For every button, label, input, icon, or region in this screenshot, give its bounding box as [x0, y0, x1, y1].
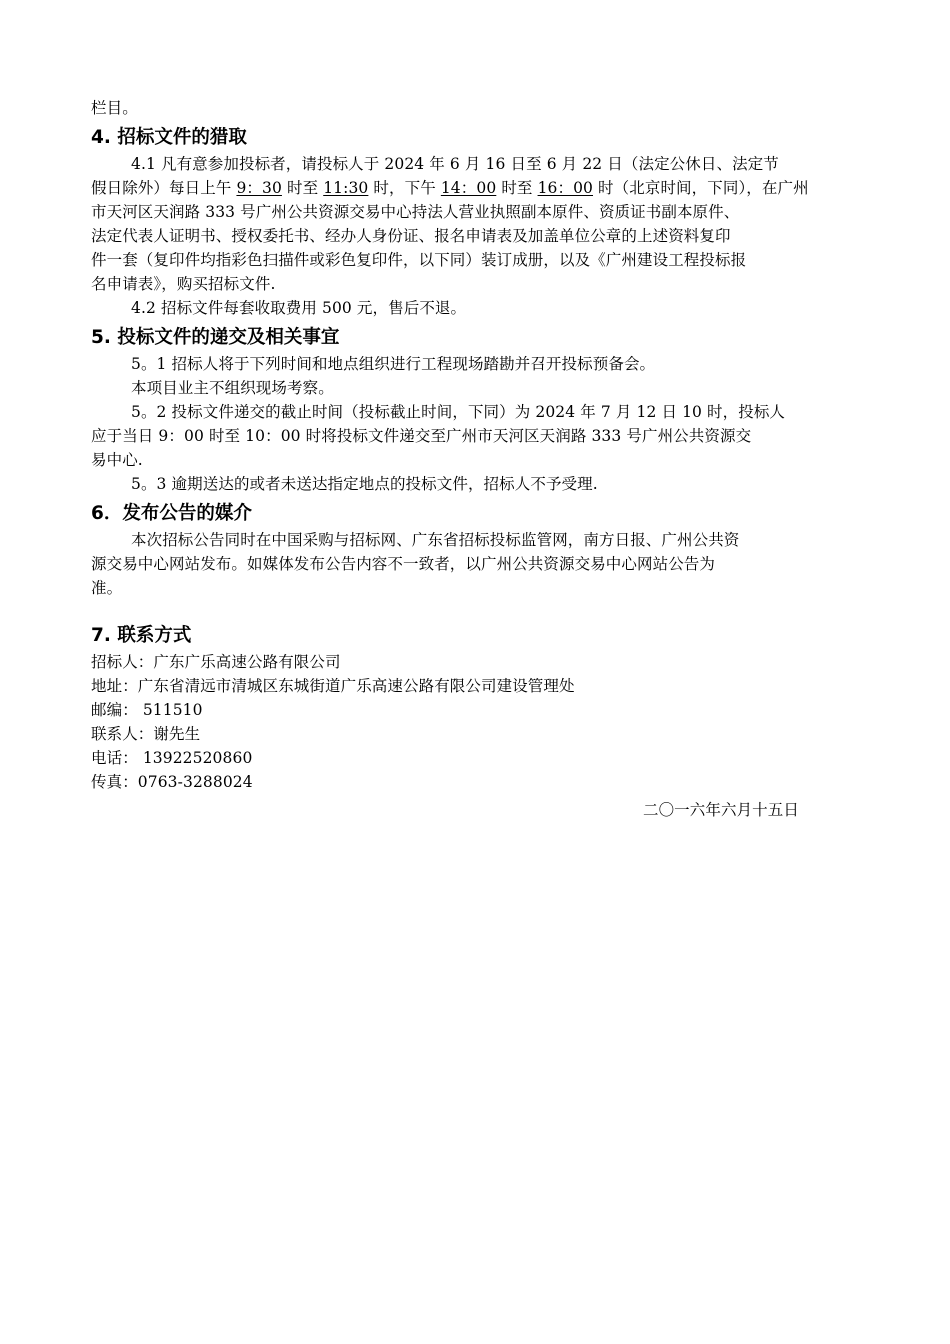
section-6-line-1: 本次招标公告同时在中国采购与招标网、广东省招标投标监管网，南方日报、广州公共资: [131, 531, 740, 549]
contact-postcode: 邮编： 511510: [91, 701, 203, 719]
section-5-p2-line-3: 易中心.: [91, 451, 143, 469]
section-6-line-2: 源交易中心网站发布。如媒体发布公告内容不一致者，以广州公共资源交易中心网站公告为: [91, 555, 716, 573]
section-5-paragraph-1: 5。1 招标人将于下列时间和地点组织进行工程现场踏勘并召开投标预备会。: [131, 355, 656, 373]
section-7-heading: 7. 联系方式: [91, 625, 192, 646]
section-4-paragraph-1: [91, 152, 861, 296]
section-6-heading: 6．发布公告的媒介: [91, 503, 252, 524]
contact-tenderer: 招标人：广东广乐高速公路有限公司: [91, 653, 341, 671]
section-4-p1-line-2: [91, 176, 861, 200]
underlined-time: 9：30: [236, 179, 282, 197]
section-4-paragraph-2: 4.2 招标文件每套收取费用 500 元，售后不退。: [131, 299, 467, 317]
section-6-paragraph: [91, 528, 861, 600]
underlined-time: 11:30: [323, 179, 369, 197]
section-4-p1-line-5: 件一套（复印件均指彩色扫描件或彩色复印件，以下同）装订成册，以及《广州建设工程投标报: [91, 251, 747, 269]
section-4-p1-line-6: 名申请表》，购买招标文件.: [91, 275, 276, 293]
underlined-time: 14：00: [440, 179, 497, 197]
section-spacer: [91, 600, 861, 618]
section-5-paragraph-3: 5。3 逾期送达的或者未送达指定地点的投标文件，招标人不予受理.: [131, 475, 598, 493]
text-span: 假日除外）每日上午: [91, 179, 237, 197]
underlined-time: 16：00: [537, 179, 594, 197]
text-span: 时，下午: [368, 179, 441, 197]
section-4-p1-line-1: 4.1 凡有意参加投标者，请投标人于 2024 年 6 月 16 日至 6 月 22 日（法定公休日、法定节: [131, 155, 779, 173]
section-5-paragraph-1b: 本项目业主不组织现场考察。: [131, 379, 334, 397]
contact-fax: 传真：0763-3288024: [91, 773, 253, 791]
intro-tail-text: 栏目。: [91, 99, 138, 117]
section-4-heading: 4. 招标文件的猎取: [91, 127, 247, 148]
section-4-p1-line-4: 法定代表人证明书、授权委托书、经办人身份证、报名申请表及加盖单位公章的上述资料复印: [91, 227, 731, 245]
section-5-p2-line-1: 5。2 投标文件递交的截止时间（投标截止时间，下同）为 2024 年 7 月 12 日 10 时，投标人: [131, 403, 786, 421]
text-span: 时至: [281, 179, 324, 197]
contact-phone: 电话： 13922520860: [91, 749, 253, 767]
section-5-p2-line-2: 应于当日 9：00 时至 10：00 时将投标文件递交至广州市天河区天润路 333 号广州公共资源交: [91, 427, 752, 445]
document-date: 二〇一六年六月十五日: [642, 801, 799, 819]
section-4-p1-line-3: 市天河区天润路 333 号广州公共资源交易中心持法人营业执照副本原件、资质证书副本原件、: [91, 203, 740, 221]
text-span: 时至: [496, 179, 538, 197]
text-span: 时（北京时间，下同），在广州: [593, 179, 809, 197]
contact-person: 联系人：谢先生: [91, 725, 201, 743]
section-5-paragraph-2: [91, 400, 861, 472]
contact-address: 地址：广东省清远市清城区东城街道广乐高速公路有限公司建设管理处: [91, 677, 575, 695]
section-5-heading: 5. 投标文件的递交及相关事宜: [91, 327, 340, 348]
section-6-line-3: 准。: [91, 579, 123, 597]
document-page: [91, 96, 861, 822]
